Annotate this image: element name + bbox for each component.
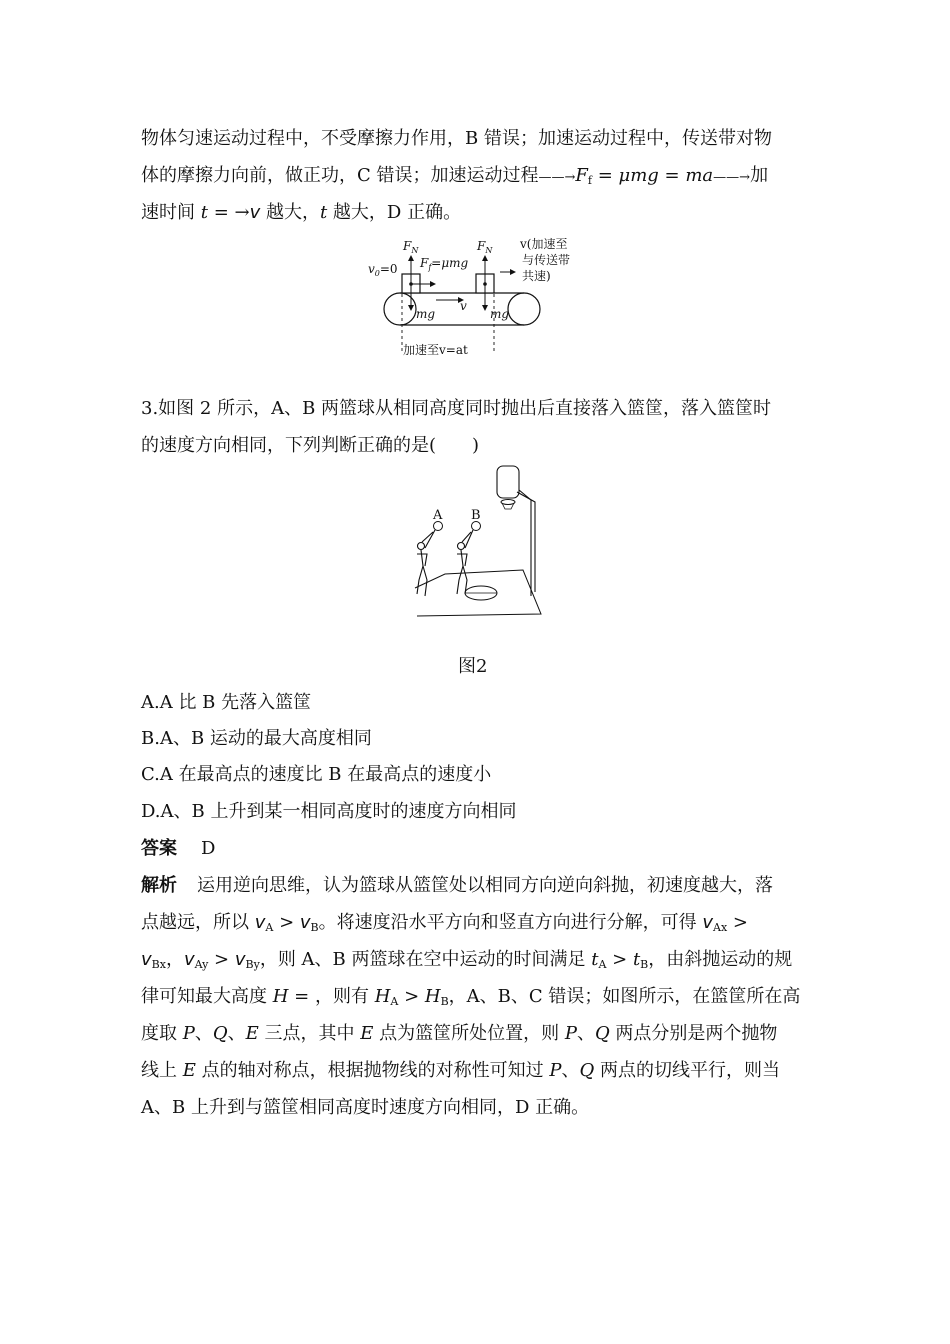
t-symbol-2: t [319,202,328,223]
mg1-arrowhead [408,305,414,311]
t-symbol: t [200,202,208,223]
prev-text-3a: 速时间 [141,202,201,223]
analysis-text-7: A、B 上升到与篮筐相同高度时速度方向相同，D 正确。 [141,1097,590,1118]
pole [519,490,531,596]
label-b: B [471,508,481,523]
prev-text-2i: 加 [750,165,769,186]
v0-label: $v_0=0$ [368,262,398,278]
right-note-2: 与传送带 [522,253,571,267]
basketball-figure [405,462,555,622]
prev-text-3d: 越大，D 正确。 [327,202,462,223]
option-d-text: D.A、B 上升到某一相同高度时的速度方向相同 [141,801,517,822]
analysis-line-7 [141,1096,589,1120]
mg2-label: mg [490,307,510,321]
analysis-line-4: 律可知最大高度 H = ，则有 $H_A > H_B$，A、B、C 错误；如图所示，在篮筐所在高 [141,986,801,1008]
analysis-text-1: 运用逆向思维，认为篮球从篮筐处以相同方向逆向斜抛，初速度越大，落 [197,875,773,896]
figure-caption [458,655,487,679]
fn2-arrowhead [482,255,488,261]
conveyor-belt-figure [360,232,600,362]
question-text-2: 的速度方向相同，下列判断正确的是( ) [141,435,480,456]
ff-label: $F_f=\mu mg$ [420,256,469,272]
caption-text: 图2 [458,656,488,677]
fn2-label: $F_N$ [477,239,493,255]
eq-1: = [591,165,619,186]
fn1-label: $F_N$ [403,239,419,255]
fn1-arrowhead [408,255,414,261]
answer-label: 答案 [141,838,177,859]
option-c-text: C.A 在最高点的速度比 B 在最高点的速度小 [141,764,492,785]
option-c [141,763,491,787]
ma: ma [685,165,714,186]
answer-line [141,837,215,861]
mg2-arrowhead [482,305,488,311]
option-b-text: B.A、B 运动的最大高度相同 [141,728,372,749]
eq-2: = [658,165,686,186]
prev-text-3c: 越大， [260,202,320,223]
backboard [497,466,519,498]
prev-line-3 [141,201,461,225]
v-symbol: v [249,202,261,223]
analysis-line-3: $v_{Bx}$，$v_{Ay} > v_{By}$，则 A、B 两篮球在空中运动的时间满足 $t_A > t_B$，由斜抛运动的规 [141,949,793,971]
analysis-line-5: 度取 P、Q、E 三点，其中 E 点为篮筐所处位置，则 P、Q 两点分别是两个抛物 [141,1023,778,1044]
option-a-text: A.A 比 B 先落入篮筐 [141,692,312,713]
analysis-label: 解析 [141,875,177,896]
analysis-line-6: 线上 E 点的轴对称点，根据抛物线的对称性可知过 P、Q 两点的切线平行，则当 [141,1060,780,1081]
question-text-1: 3.如图 2 所示，A、B 两篮球从相同高度同时抛出后直接落入篮筐，落入篮筐时 [141,398,772,419]
ff-arrowhead [430,281,436,287]
prev-line-1 [141,127,772,151]
answer-value: D [201,838,216,859]
right-pulley [508,293,540,325]
right-note-3: 共速) [522,269,551,283]
question-line-2 [141,434,479,458]
prev-text-1: 物体匀速运动过程中，不受摩擦力作用，B 错误；加速运动过程中，传送带对物 [141,128,772,149]
question-line-1 [141,397,771,421]
label-a: A [433,508,443,523]
option-a [141,691,311,715]
bottom-note: 加速至v=at [403,343,468,357]
option-d [141,800,516,824]
analysis-line-2: 点越远，所以 $v_A > v_B$。将速度沿水平方向和竖直方向进行分解，可得 $v_{Ax}$ > [141,912,748,934]
analysis-line-1 [141,874,773,898]
prev-line-2 [141,164,768,193]
player-b [457,530,473,594]
arrow-2: ——→ [713,170,751,185]
v2-arrowhead [510,269,516,275]
mg1-label: mg [416,307,436,321]
right-note-1: v(加速至 [520,237,568,251]
hoop [501,500,515,505]
prev-text-2a: 体的摩擦力向前，做正功，C 错误；加速运动过程 [141,165,539,186]
option-b [141,727,372,751]
belt-v-label: v [460,299,467,313]
ff-sub: f [587,174,592,187]
mumg: μmg [618,165,659,186]
ff-symbol: F [575,165,588,186]
arrow-1: ——→ [538,170,576,185]
prev-text-3b: = → [207,202,250,223]
